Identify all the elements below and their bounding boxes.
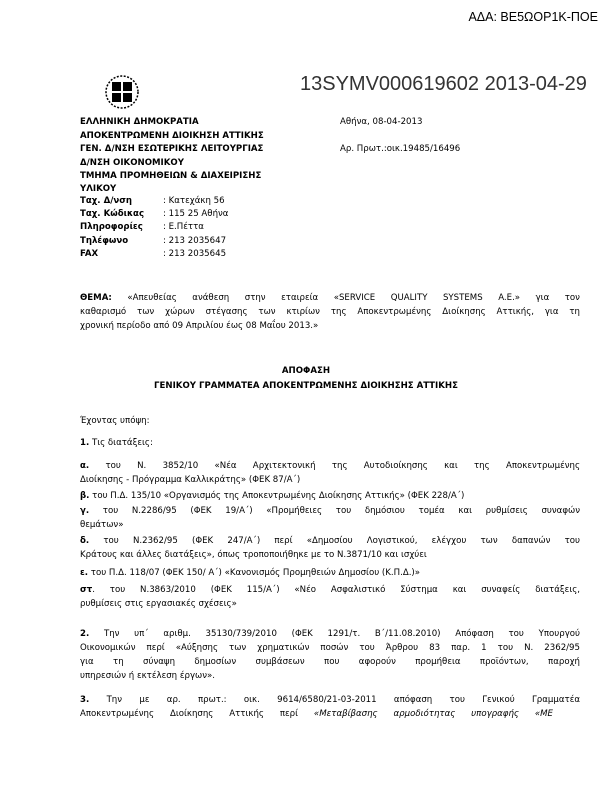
clause-number: 1. <box>80 438 90 448</box>
clause-text-italic: «Μεταβίβασης αρμοδιότητας υπογραφής «ΜΕ <box>313 709 553 719</box>
document-date: Αθήνα, 08-04-2013 <box>340 117 423 127</box>
clause-number: 3. <box>80 695 90 705</box>
clause-text: Αποκεντρωμένης Διοίκησης Αττικής περί <box>80 709 314 719</box>
clause-2-cont: υπηρεσιών ή εκτέλεση έργων». <box>80 671 216 681</box>
clause-number: α. <box>80 461 90 471</box>
clause-st <box>80 585 580 596</box>
greek-emblem-icon <box>104 74 140 110</box>
org-line: ΥΛΙΚΟΥ <box>80 184 117 194</box>
org-line: ΤΜΗΜΑ ΠΡΟΜΗΘΕΙΩΝ & ΔΙΑΧΕΙΡΙΣΗΣ <box>80 171 262 181</box>
clause-g-cont: θεμάτων» <box>80 520 124 530</box>
clause-text: του Ν.2362/95 (ΦΕΚ 247/Α΄) περί «Δημοσίου Λογιστικού, ελέγχου των δαπανών του <box>103 536 580 546</box>
subject-line: χρονική περίοδο από 09 Απριλίου έως 08 Μαΐου 2013.» <box>80 321 319 331</box>
subject-line <box>80 293 580 304</box>
intro-text: Έχοντας υπόψη: <box>80 416 150 426</box>
contact-label: Ταχ. Κώδικας <box>80 209 145 219</box>
clause-g <box>80 506 580 517</box>
contact-label: Πληροφορίες <box>80 222 143 232</box>
org-line: ΓΕΝ. Δ/ΝΣΗ ΕΣΩΤΕΡΙΚΗΣ ΛΕΙΤΟΥΡΓΙΑΣ <box>80 144 264 154</box>
contact-value: : Κατεχάκη 56 <box>163 196 225 206</box>
clause-text: του Π.Δ. 135/10 «Οργανισμός της Αποκεντρωμένης Διοίκησης Αττικής» (ΦΕΚ 228/Α΄) <box>92 491 465 501</box>
decision-subtitle: ΓΕΝΙΚΟΥ ΓΡΑΜΜΑΤΕΑ ΑΠΟΚΕΝΤΡΩΜΕΝΗΣ ΔΙΟΙΚΗΣΗΣ ΑΤΤΙΚΗΣ <box>154 381 458 391</box>
clause-text: του Ν. 3852/10 «Νέα Αρχιτεκτονική της Αυτοδιοίκησης και της Αποκεντρωμένης <box>105 461 580 471</box>
clause-number: γ. <box>80 506 90 516</box>
contact-row <box>80 222 204 233</box>
clause-2-cont: για τη σύναψη δημοσίων συμβάσεων που αφορούν προμήθεια προϊόντων, παροχή <box>80 657 580 667</box>
clause-number: ε. <box>80 568 89 578</box>
org-line: ΑΠΟΚΕΝΤΡΩΜΕΝΗ ΔΙΟΙΚΗΣΗ ΑΤΤΙΚΗΣ <box>80 131 264 141</box>
clause-1 <box>80 438 153 449</box>
clause-3 <box>80 695 580 706</box>
contact-label: Τηλέφωνο <box>80 236 129 246</box>
protocol-number: Αρ. Πρωτ.:οικ.19485/16496 <box>340 144 461 154</box>
subject-text: «Απευθείας ανάθεση στην εταιρεία «SERVICE QUALITY SYSTEMS A.E.» για τον <box>127 293 580 303</box>
clause-text: του Ν.2286/95 (ΦΕΚ 19/Α΄) «Προμήθειες του δημόσιου τομέα και ρυθμίσεις συναφών <box>102 506 581 516</box>
contact-value: : 213 2035647 <box>163 236 227 246</box>
clause-d-cont: Κράτους και άλλες διατάξεις», όπως τροποποιήθηκε με το Ν.3871/10 και ισχύει <box>80 550 427 560</box>
clause-number: δ. <box>80 536 90 546</box>
contact-value: : 115 25 Αθήνα <box>163 209 229 219</box>
clause-text: Την υπ΄ αριθμ. 35130/739/2010 (ΦΕΚ 1291/τ. Β΄/11.08.2010) Απόφαση του Υπουργού <box>103 629 581 639</box>
org-line: ΕΛΛΗΝΙΚΗ ΔΗΜΟΚΡΑΤΙΑ <box>80 117 199 127</box>
contact-row <box>80 196 225 207</box>
clause-text: Την με αρ. πρωτ.: οικ. 9614/6580/21-03-2011 απόφαση του Γενικού Γραμματέα <box>106 695 581 705</box>
contact-row <box>80 249 226 260</box>
clause-a-cont: Διοίκησης - Πρόγραμμα Καλλικράτης» (ΦΕΚ 87/Α΄) <box>80 475 301 485</box>
clause-number: στ <box>80 585 93 595</box>
org-line: Δ/ΝΣΗ ΟΙΚΟΝΟΜΙΚΟΥ <box>80 158 184 168</box>
clause-number: 2. <box>80 629 90 639</box>
clause-2-cont: Οικονομικών περί «Αύξησης των χρηματικών ποσών του Άρθρου 83 παρ. 1 του Ν. 2362/95 <box>80 643 580 653</box>
contact-value: : Ε.Πέττα <box>163 222 204 232</box>
clause-d <box>80 536 580 547</box>
clause-number: β. <box>80 491 90 501</box>
clause-3-cont <box>80 709 553 720</box>
clause-2 <box>80 629 580 640</box>
contact-value: : 213 2035645 <box>163 249 227 259</box>
contact-row <box>80 236 226 247</box>
contact-label: Ταχ. Δ/νση <box>80 196 133 206</box>
clause-b <box>80 491 464 502</box>
subject-label: ΘΕΜΑ: <box>80 293 112 303</box>
contact-row <box>80 209 228 220</box>
clause-st-cont: ρυθμίσεις στις εργασιακές σχέσεις» <box>80 599 237 609</box>
clause-text: Τις διατάξεις: <box>91 438 153 448</box>
clause-text: του Π.Δ. 118/07 (ΦΕΚ 150/ Α΄) «Κανονισμός Προμηθειών Δημοσίου (Κ.Π.Δ.)» <box>90 568 421 578</box>
ada-code: ΑΔΑ: ΒΕ5ΩΟΡ1Κ-ΠΟΕ <box>468 10 598 24</box>
document-code: 13SYMV000619602 2013-04-29 <box>300 73 587 95</box>
subject-line: καθαρισμό των χώρων στέγασης των κτιρίων της Αποκεντρωμένης Διοίκησης Αττικής, για τη <box>80 307 580 317</box>
decision-title: ΑΠΟΦΑΣΗ <box>281 366 331 376</box>
clause-a <box>80 461 580 472</box>
contact-label: FAX <box>80 249 99 259</box>
clause-text: . του Ν.3863/2010 (ΦΕΚ 115/Α΄) «Νέο Ασφαλιστικό Σύστημα και συναφείς διατάξεις, <box>92 585 580 595</box>
clause-e <box>80 568 420 579</box>
